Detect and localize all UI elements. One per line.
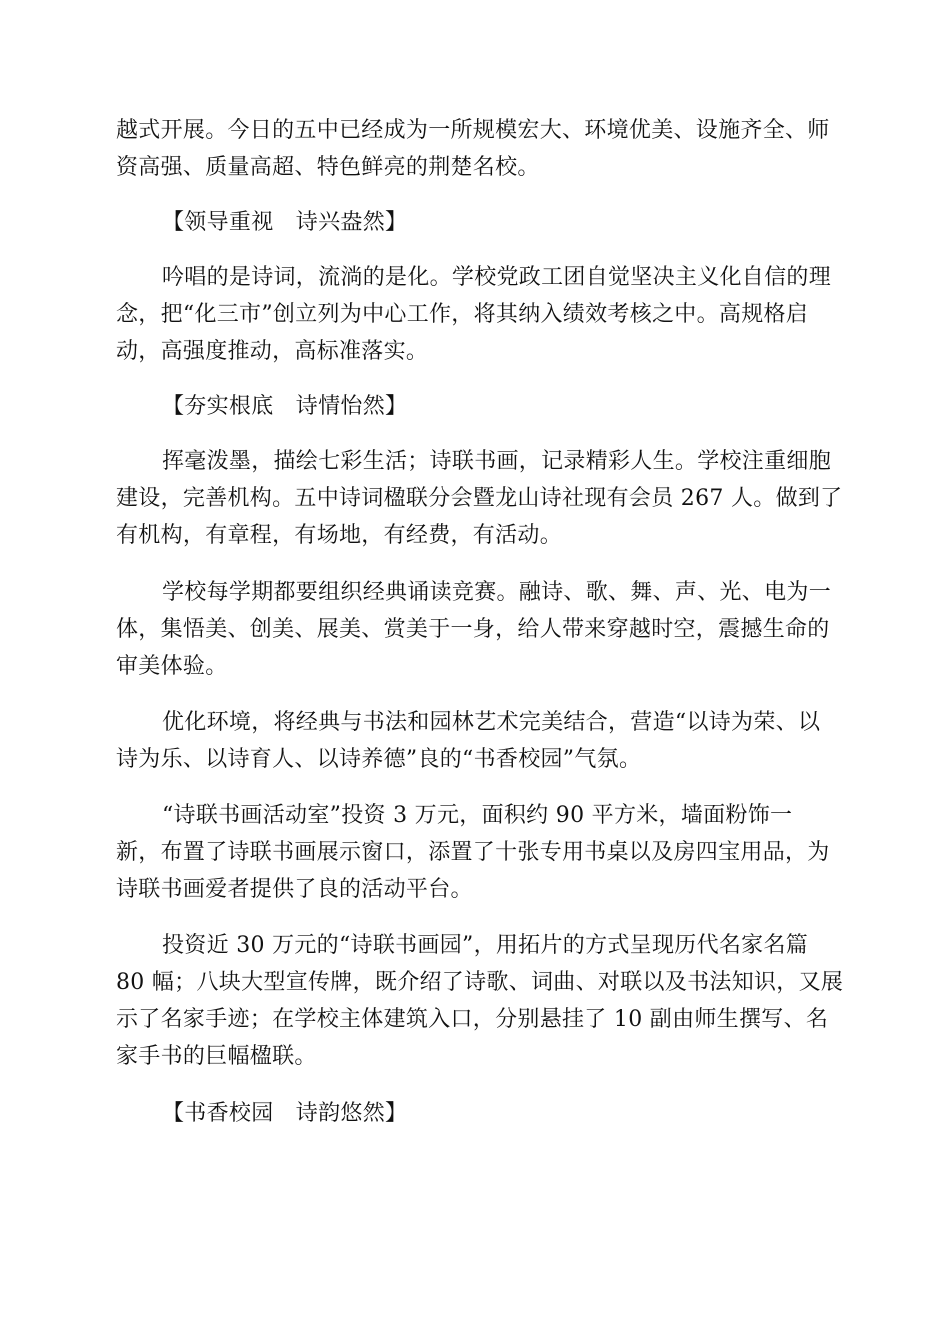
section-heading-leadership	[116, 204, 832, 241]
paragraph-leadership	[116, 259, 832, 370]
paragraph-activity-room	[116, 797, 832, 908]
paragraph-line: 家手书的巨幅楹联。	[116, 1044, 317, 1069]
heading-text: 【领导重视 诗兴盎然】	[162, 210, 408, 235]
paragraph-line: 动，高强度推动，高标准落实。	[116, 339, 429, 364]
paragraph-line: 80 幅；八块大型宣传牌，既介绍了诗歌、词曲、对联以及书法知识，又展	[116, 970, 844, 995]
paragraph-line: 体，集悟美、创美、展美、赏美于一身，给人带来穿越时空，震撼生命的	[116, 617, 830, 642]
paragraph-line: 念，把“化三市”创立列为中心工作，将其纳入绩效考核之中。高规格启	[116, 302, 809, 327]
paragraph-line: 吟唱的是诗词，流淌的是化。学校党政工团自觉坚决主义化自信的理	[162, 265, 832, 290]
section-heading-campus	[116, 1095, 832, 1132]
paragraph-line: 审美体验。	[116, 654, 228, 679]
paragraph-line: 学校每学期都要组织经典诵读竞赛。融诗、歌、舞、声、光、电为一	[162, 580, 832, 605]
paragraph-environment	[116, 704, 832, 778]
paragraph-line: 诗联书画爱者提供了良的活动平台。	[116, 877, 473, 902]
section-heading-foundation	[116, 388, 832, 425]
heading-text: 【书香校园 诗韵悠然】	[162, 1101, 408, 1126]
paragraph-line: 挥毫泼墨，描绘七彩生活；诗联书画，记录精彩人生。学校注重细胞	[162, 449, 832, 474]
intro-paragraph	[116, 112, 832, 186]
paragraph-line: 投资近 30 万元的“诗联书画园”，用拓片的方式呈现历代名家名篇	[162, 933, 809, 958]
paragraph-recitation	[116, 574, 832, 685]
paragraph-foundation	[116, 443, 843, 554]
paragraph-line: 建设，完善机构。五中诗词楹联分会暨龙山诗社现有会员 267 人。做到了	[116, 486, 843, 511]
paragraph-line: 优化环境，将经典与书法和园林艺术完美结合，营造“以诗为荣、以	[162, 710, 821, 735]
paragraph-line: 新，布置了诗联书画展示窗口，添置了十张专用书桌以及房四宝用品，为	[116, 840, 830, 865]
heading-text: 【夯实根底 诗情怡然】	[162, 394, 408, 419]
paragraph-line: 有机构，有章程，有场地，有经费，有活动。	[116, 523, 563, 548]
intro-line-1: 越式开展。今日的五中已经成为一所规模宏大、环境优美、设施齐全、师	[116, 118, 830, 143]
paragraph-line: 示了名家手迹；在学校主体建筑入口，分别悬挂了 10 副由师生撰写、名	[116, 1007, 829, 1032]
paragraph-garden	[116, 927, 844, 1075]
intro-line-2: 资高强、质量高超、特色鲜亮的荆楚名校。	[116, 155, 540, 180]
paragraph-line: “诗联书画活动室”投资 3 万元，面积约 90 平方米，墙面粉饰一	[162, 803, 793, 828]
paragraph-line: 诗为乐、以诗育人、以诗养德”良的“书香校园”气氛。	[116, 747, 642, 772]
